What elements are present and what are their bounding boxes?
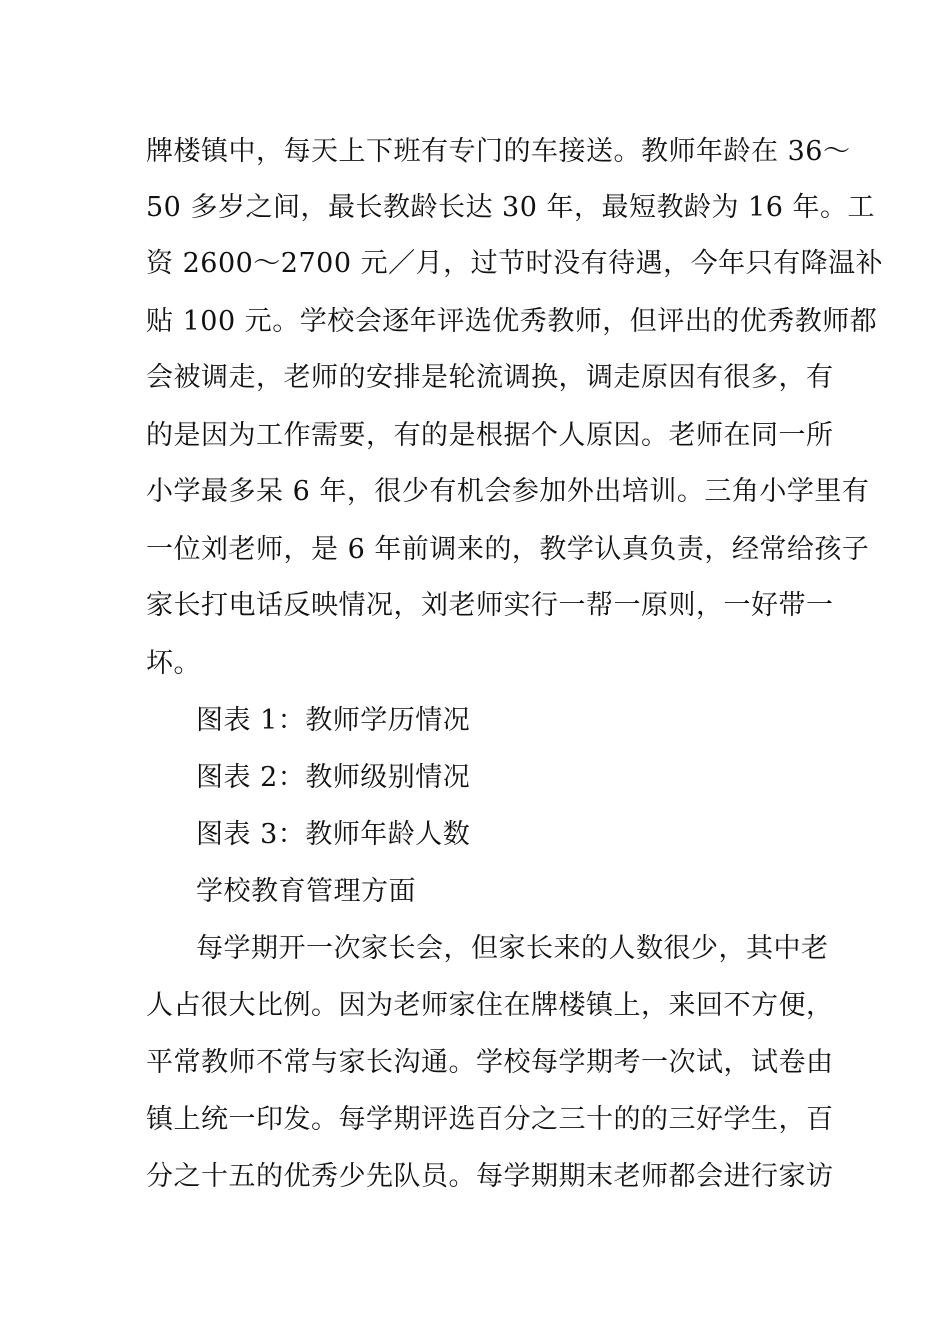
- text-line-4: 贴 100 元。学校会逐年评选优秀教师，但评出的优秀教师都: [146, 306, 878, 337]
- text-line-15: 每学期开一次家长会，但家长来的人数很少，其中老: [196, 933, 829, 964]
- text-line-10: 坏。: [146, 648, 201, 679]
- text-line-1: 牌楼镇中，每天上下班有专门的车接送。教师年龄在 36～: [146, 136, 851, 167]
- text-line-5: 会被调走，老师的安排是轮流调换，调走原因有很多，有: [146, 362, 834, 393]
- text-line-6: 的是因为工作需要，有的是根据个人原因。老师在同一所: [146, 420, 834, 451]
- text-line-2: 50 多岁之间，最长教龄长达 30 年，最短教龄为 16 年。工: [146, 192, 875, 223]
- text-line-7: 小学最多呆 6 年，很少有机会参加外出培训。三角小学里有: [146, 476, 870, 507]
- figure-caption-2: 图表 2：教师级别情况: [196, 762, 471, 793]
- text-line-3: 资 2600～2700 元／月，过节时没有待遇，今年只有降温补: [146, 248, 884, 279]
- text-line-18: 镇上统一印发。每学期评选百分之三十的的三好学生，百: [146, 1104, 834, 1135]
- section-heading: 学校教育管理方面: [196, 876, 416, 907]
- figure-caption-1: 图表 1：教师学历情况: [196, 705, 471, 736]
- text-line-19: 分之十五的优秀少先队员。每学期期末老师都会进行家访: [146, 1161, 834, 1192]
- text-line-8: 一位刘老师，是 6 年前调来的，教学认真负责，经常给孩子: [146, 534, 870, 565]
- text-line-17: 平常教师不常与家长沟通。学校每学期考一次试，试卷由: [146, 1047, 834, 1078]
- figure-caption-3: 图表 3：教师年龄人数: [196, 819, 471, 850]
- text-line-16: 人占很大比例。因为老师家住在牌楼镇上，来回不方便，: [146, 990, 834, 1021]
- text-line-9: 家长打电话反映情况，刘老师实行一帮一原则，一好带一: [146, 590, 834, 621]
